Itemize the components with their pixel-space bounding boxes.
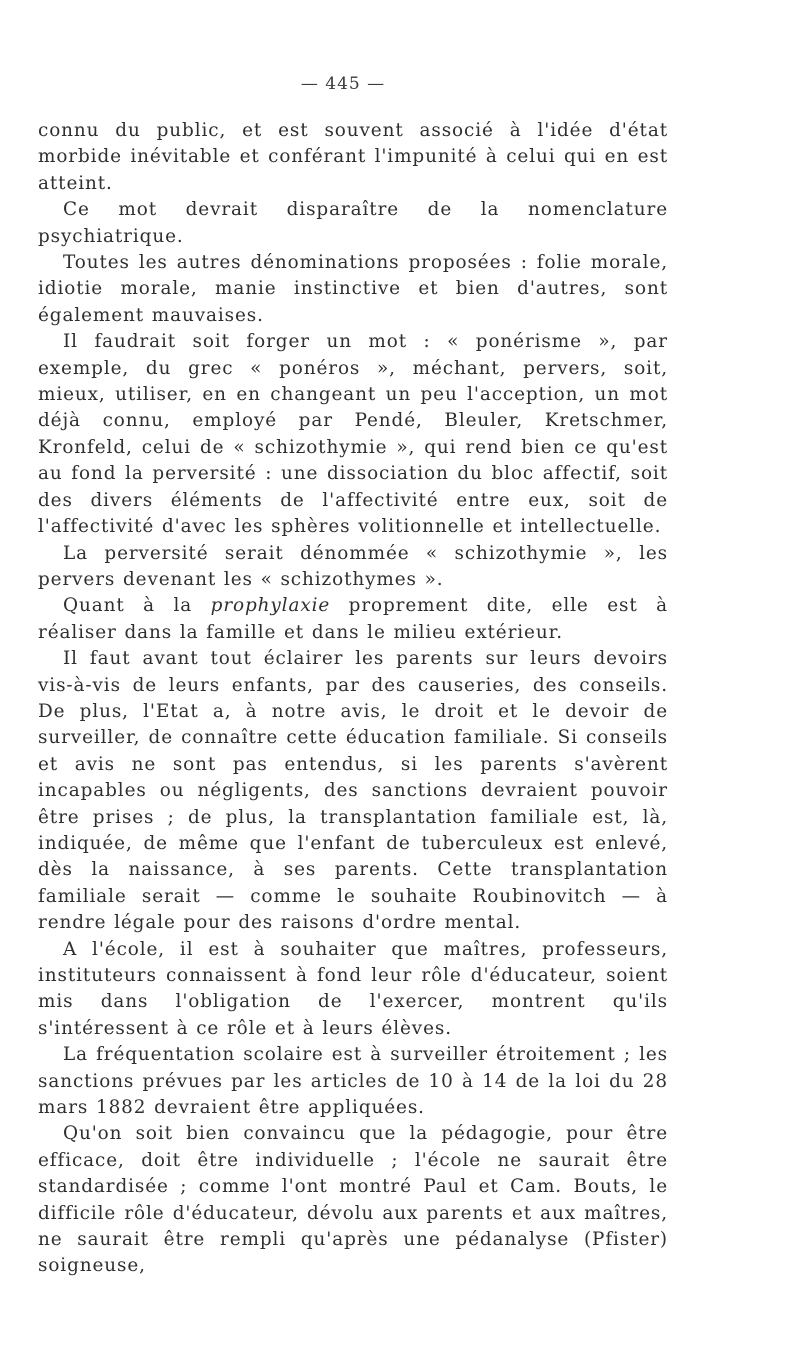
paragraph-text: Quant à la [63, 595, 211, 617]
paragraph: Il faudrait soit forger un mot : « ponérisme », par exemple, du grec « ponéros », méchant, pervers, soit, mieux, utiliser, en en changeant un peu l'acception, un mot déjà connu, employé par Pendé, Bleuler, Kretschmer, Kronfeld, celui de « schizothymie », qui rend bien ce qu'est au fond la perversité : une dissociation du bloc affectif, soit des divers éléments de l'affectivité entre eux, soit de l'affectivité d'avec les sphères volitionnelle et intellectuelle. [38, 331, 668, 538]
paragraph: Ce mot devrait disparaître de la nomenclature psychiatrique. [38, 199, 668, 247]
paragraph: La fréquentation scolaire est à surveiller étroitement ; les sanctions prévues par les articles de 10 à 14 de la loi du 28 mars 1882 devraient être appliquées. [38, 1044, 668, 1119]
paragraph-text: proprement dite, elle est à réaliser dans la famille et dans le milieu extérieur. [38, 595, 668, 643]
paragraph: Toutes les autres dénominations proposées : folie morale, idiotie morale, manie instinctive et bien d'autres, sont également mauvaises. [38, 252, 668, 326]
paragraph: La perversité serait dénommée « schizothymie », les pervers devenant les « schizothymes ». [38, 542, 668, 590]
paragraph: Il faut avant tout éclairer les parents sur leurs devoirs vis-à-vis de leurs enfants, par des causeries, des conseils. De plus, l'Etat a, à notre avis, le droit et le devoir de surveiller, de connaître cette éducation familiale. Si conseils et avis ne sont pas entendus, si les parents s'avèrent incapables ou négligents, des sanctions devraient pouvoir être prises ; de plus, la transplantation familiale est, là, indiquée, de même que l'enfant de tuberculeux est enlevé, dès la naissance, à ses parents. Cette transplantation familiale serait — comme le souhaite Roubinovitch — à rendre légale pour des raisons d'ordre mental. [38, 648, 668, 934]
paragraph: Qu'on soit bien convaincu que la pédagogie, pour être efficace, doit être individuelle ; l'école ne saurait être standardisée ; comme l'ont montré Paul et Cam. Bouts, le difficile rôle d'éducateur, dévolu aux parents et aux maîtres, ne saurait être rempli qu'après une pédanalyse (Pfister) soigneuse, [38, 1123, 668, 1277]
paragraph [38, 593, 668, 646]
page-number: — 445 — [300, 74, 386, 94]
paragraph: A l'école, il est à souhaiter que maîtres, professeurs, instituteurs connaissent à fond leur rôle d'éducateur, soient mis dans l'obligation de l'exercer, montrent qu'ils s'intéressent à ce rôle et à leurs élèves. [38, 938, 668, 1039]
body-text [38, 118, 668, 1280]
paragraph: connu du public, et est souvent associé à l'idée d'état morbide inévitable et conférant l'impunité à celui qui en est atteint. [38, 120, 668, 194]
italic-term: prophylaxie [210, 595, 331, 617]
